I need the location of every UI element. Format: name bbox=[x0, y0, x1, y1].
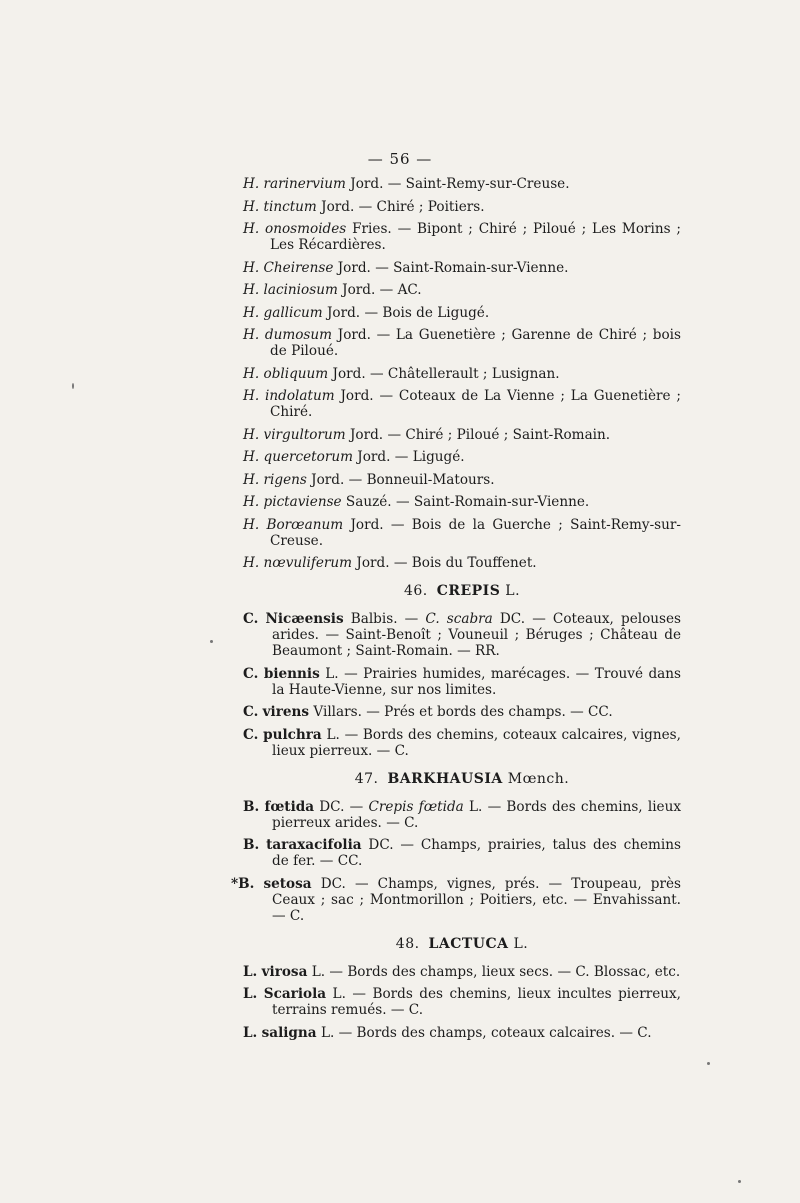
species-localities: — Bords des champs, lieux secs. — C. Blossac, etc. bbox=[329, 963, 681, 980]
species-localities: — Châtellerault ; Lusignan. bbox=[370, 365, 560, 382]
species-list bbox=[231, 176, 682, 1047]
species-name: Cheirense bbox=[263, 259, 334, 276]
species-name: laciniosum bbox=[263, 282, 338, 298]
barkhausia-section bbox=[231, 798, 682, 924]
genus-abbrev: H. bbox=[243, 449, 260, 465]
species-name: virosa bbox=[261, 963, 308, 980]
species-localities: — AC. bbox=[379, 282, 422, 298]
species-author: Jord. bbox=[356, 555, 390, 571]
species-localities: — Saint-Romain-sur-Vienne. bbox=[375, 259, 569, 276]
species-localities: — Bois de Ligugé. bbox=[364, 304, 490, 321]
species-name: tinctum bbox=[263, 198, 317, 215]
genus-abbrev: H. bbox=[243, 176, 260, 192]
species-localities: — Prés et bords des champs. — CC. bbox=[366, 704, 613, 720]
species-author: Jord. bbox=[342, 282, 376, 298]
species-name: saligna bbox=[261, 1024, 317, 1041]
species-author: Jord. bbox=[326, 304, 361, 321]
genus-abbrev: H. bbox=[243, 221, 260, 237]
species-author: Jord. bbox=[321, 198, 355, 215]
species-name: virgultorum bbox=[263, 426, 346, 443]
species-entry bbox=[243, 388, 681, 420]
genus-name: LACTUCA bbox=[428, 935, 509, 952]
genus-name: CREPIS bbox=[436, 583, 501, 599]
synonym-author: L. bbox=[463, 798, 483, 815]
species-author: Sauzé. bbox=[345, 494, 392, 510]
species-author: Balbis. bbox=[350, 611, 398, 627]
species-entry bbox=[243, 494, 681, 510]
species-name: rigens bbox=[263, 471, 307, 488]
species-name: biennis bbox=[263, 665, 320, 682]
genus-abbrev: H. bbox=[243, 494, 260, 510]
genus-abbrev: H. bbox=[243, 471, 260, 488]
species-author: L. bbox=[311, 963, 326, 980]
species-entry bbox=[243, 555, 681, 571]
species-entry bbox=[243, 366, 681, 382]
genus-abbrev: L. bbox=[243, 963, 258, 980]
synonym-name: C. scabra bbox=[425, 611, 493, 627]
genus-abbrev: H. bbox=[243, 282, 260, 298]
species-name: fœtida bbox=[264, 798, 315, 815]
species-localities: — Chiré ; Poitiers. bbox=[358, 198, 485, 215]
species-name: indolatum bbox=[265, 388, 335, 404]
species-entry bbox=[243, 176, 681, 192]
genus-abbrev: C. bbox=[243, 726, 259, 743]
paper-speck bbox=[72, 383, 74, 389]
species-localities: — Bonneuil-Matours. bbox=[348, 471, 495, 488]
species-author: Jord. bbox=[357, 449, 391, 465]
page-number: — 56 — bbox=[367, 150, 433, 168]
species-name: Scariola bbox=[263, 986, 327, 1002]
species-entry bbox=[243, 449, 681, 465]
species-entry bbox=[243, 666, 681, 698]
species-name: rarinervium bbox=[263, 176, 346, 192]
species-localities: — Coteaux, pelouses arides. — Saint-Benoît ; Vouneuil ; Béruges ; Château de Beaumont ; Saint-Romain. — RR. bbox=[272, 611, 682, 659]
species-localities: — Chiré ; Piloué ; Saint-Romain. bbox=[387, 426, 611, 443]
species-author: Fries. bbox=[352, 221, 392, 237]
species-entry bbox=[243, 799, 681, 831]
species-entry bbox=[231, 876, 681, 924]
species-entry bbox=[243, 837, 681, 869]
species-author: Villars. bbox=[313, 704, 362, 720]
species-localities: — Bords des chemins, lieux pierreux arides. — C. bbox=[272, 798, 682, 831]
lactuca-section bbox=[243, 964, 681, 1041]
synonym-dash: — bbox=[349, 798, 369, 815]
species-author: L. bbox=[325, 665, 339, 682]
species-entry bbox=[243, 1025, 681, 1041]
genus-abbrev: L. bbox=[243, 986, 258, 1002]
genus-abbrev: H. bbox=[243, 198, 260, 215]
species-author: Jord. bbox=[332, 365, 366, 382]
hieracium-section bbox=[243, 176, 681, 571]
genus-abbrev: H. bbox=[243, 516, 260, 533]
species-name: onosmoides bbox=[265, 221, 347, 237]
genus-abbrev: H. bbox=[243, 365, 260, 382]
genus-author: Mœnch. bbox=[507, 770, 570, 787]
paper-speck bbox=[738, 1180, 741, 1183]
genus-abbrev: H. bbox=[243, 259, 260, 276]
species-name: virens bbox=[262, 704, 310, 720]
species-author: Jord. bbox=[349, 426, 384, 443]
genus-abbrev: B. bbox=[243, 837, 260, 853]
species-localities: — Champs, vignes, prés. — Troupeau, près Ceaux ; sac ; Montmorillon ; Poitiers, etc. — Envahissant. — C. bbox=[272, 875, 682, 924]
species-localities: — Coteaux de La Vienne ; La Guenetière ; Chiré. bbox=[270, 388, 682, 420]
species-localities: — Champs, prairies, talus des chemins de fer. — CC. bbox=[272, 837, 681, 869]
species-name: obliquum bbox=[263, 365, 329, 382]
species-entry bbox=[243, 221, 681, 253]
species-author: DC. bbox=[320, 875, 346, 892]
species-name: nœvuliferum bbox=[263, 555, 353, 571]
genus-abbrev: H. bbox=[243, 327, 260, 343]
genus-number: 47. bbox=[354, 770, 379, 787]
species-localities: — Saint-Remy-sur-Creuse. bbox=[387, 176, 570, 192]
species-entry bbox=[243, 727, 681, 759]
genus-author: L. bbox=[513, 935, 529, 952]
genus-abbrev: C. bbox=[243, 611, 259, 627]
species-entry bbox=[243, 305, 681, 321]
species-author: Jord. bbox=[350, 516, 384, 533]
species-localities: — La Guenetière ; Garenne de Chiré ; bois de Piloué. bbox=[270, 327, 681, 359]
genus-abbrev: C. bbox=[243, 665, 259, 682]
species-localities: — Ligugé. bbox=[394, 449, 465, 465]
species-entry bbox=[243, 199, 681, 215]
species-entry bbox=[243, 427, 681, 443]
species-name: quercetorum bbox=[263, 449, 353, 465]
species-author: Jord. bbox=[340, 388, 374, 404]
species-name: gallicum bbox=[263, 304, 323, 321]
species-localities: — Bois de la Guerche ; Saint-Remy-sur-Creuse. bbox=[270, 516, 681, 549]
species-author: Jord. bbox=[337, 259, 371, 276]
species-name: pulchra bbox=[263, 726, 322, 743]
genus-name: BARKHAUSIA bbox=[387, 770, 503, 787]
species-localities: — Saint-Romain-sur-Vienne. bbox=[395, 494, 590, 510]
species-localities: — Bords des chemins, lieux incultes pierreux, terrains remués. — C. bbox=[272, 986, 681, 1018]
species-name: pictaviense bbox=[263, 494, 342, 510]
genus-abbrev: *B. bbox=[231, 875, 255, 892]
genus-heading-barkhausia bbox=[243, 771, 681, 787]
species-entry bbox=[243, 260, 681, 276]
species-author: L. bbox=[320, 1024, 335, 1041]
species-entry bbox=[243, 611, 681, 659]
genus-abbrev: H. bbox=[243, 555, 260, 571]
synonym-author: DC. bbox=[492, 611, 526, 627]
genus-abbrev: H. bbox=[243, 388, 260, 404]
species-author: Jord. bbox=[337, 327, 371, 343]
species-author: Jord. bbox=[350, 176, 384, 192]
genus-heading-lactuca bbox=[243, 936, 681, 952]
species-entry bbox=[243, 964, 681, 980]
species-author: L. bbox=[326, 726, 340, 743]
species-author: L. bbox=[332, 986, 346, 1002]
genus-number: 48. bbox=[395, 935, 420, 952]
paper-speck bbox=[707, 1062, 710, 1065]
species-entry bbox=[243, 327, 681, 359]
species-localities: — Bords des champs, coteaux calcaires. — C. bbox=[338, 1024, 652, 1041]
species-entry bbox=[243, 472, 681, 488]
genus-abbrev: L. bbox=[243, 1024, 258, 1041]
species-entry bbox=[243, 517, 681, 549]
species-name: taraxacifolia bbox=[266, 837, 362, 853]
genus-abbrev: H. bbox=[243, 426, 260, 443]
synonym-name: Crepis fœtida bbox=[368, 798, 464, 815]
species-author: Jord. bbox=[311, 471, 345, 488]
genus-abbrev: B. bbox=[243, 798, 260, 815]
paper-speck bbox=[210, 640, 213, 643]
species-localities: — Bois du Touffenet. bbox=[393, 555, 537, 571]
species-entry bbox=[243, 282, 681, 298]
genus-abbrev: C. bbox=[243, 704, 259, 720]
species-name: dumosum bbox=[264, 327, 333, 343]
species-name: Borœanum bbox=[266, 516, 344, 533]
species-name: setosa bbox=[263, 875, 312, 892]
species-localities: — Bords des chemins, coteaux calcaires, vignes, lieux pierreux. — C. bbox=[272, 726, 681, 759]
synonym-dash: — bbox=[404, 611, 426, 627]
genus-abbrev: H. bbox=[243, 304, 260, 321]
crepis-section bbox=[243, 611, 681, 759]
genus-heading-crepis bbox=[243, 583, 681, 599]
genus-author: L. bbox=[505, 583, 521, 599]
species-author: DC. bbox=[368, 837, 394, 853]
species-localities: — Prairies humides, marécages. — Trouvé dans la Haute-Vienne, sur nos limites. bbox=[272, 665, 682, 698]
species-entry bbox=[243, 704, 681, 720]
species-author: DC. bbox=[319, 798, 345, 815]
species-name: Nicæensis bbox=[265, 611, 344, 627]
species-entry bbox=[243, 986, 681, 1018]
species-localities: — Bipont ; Chiré ; Piloué ; Les Morins ; Les Récardières. bbox=[270, 221, 682, 253]
genus-number: 46. bbox=[403, 583, 428, 599]
